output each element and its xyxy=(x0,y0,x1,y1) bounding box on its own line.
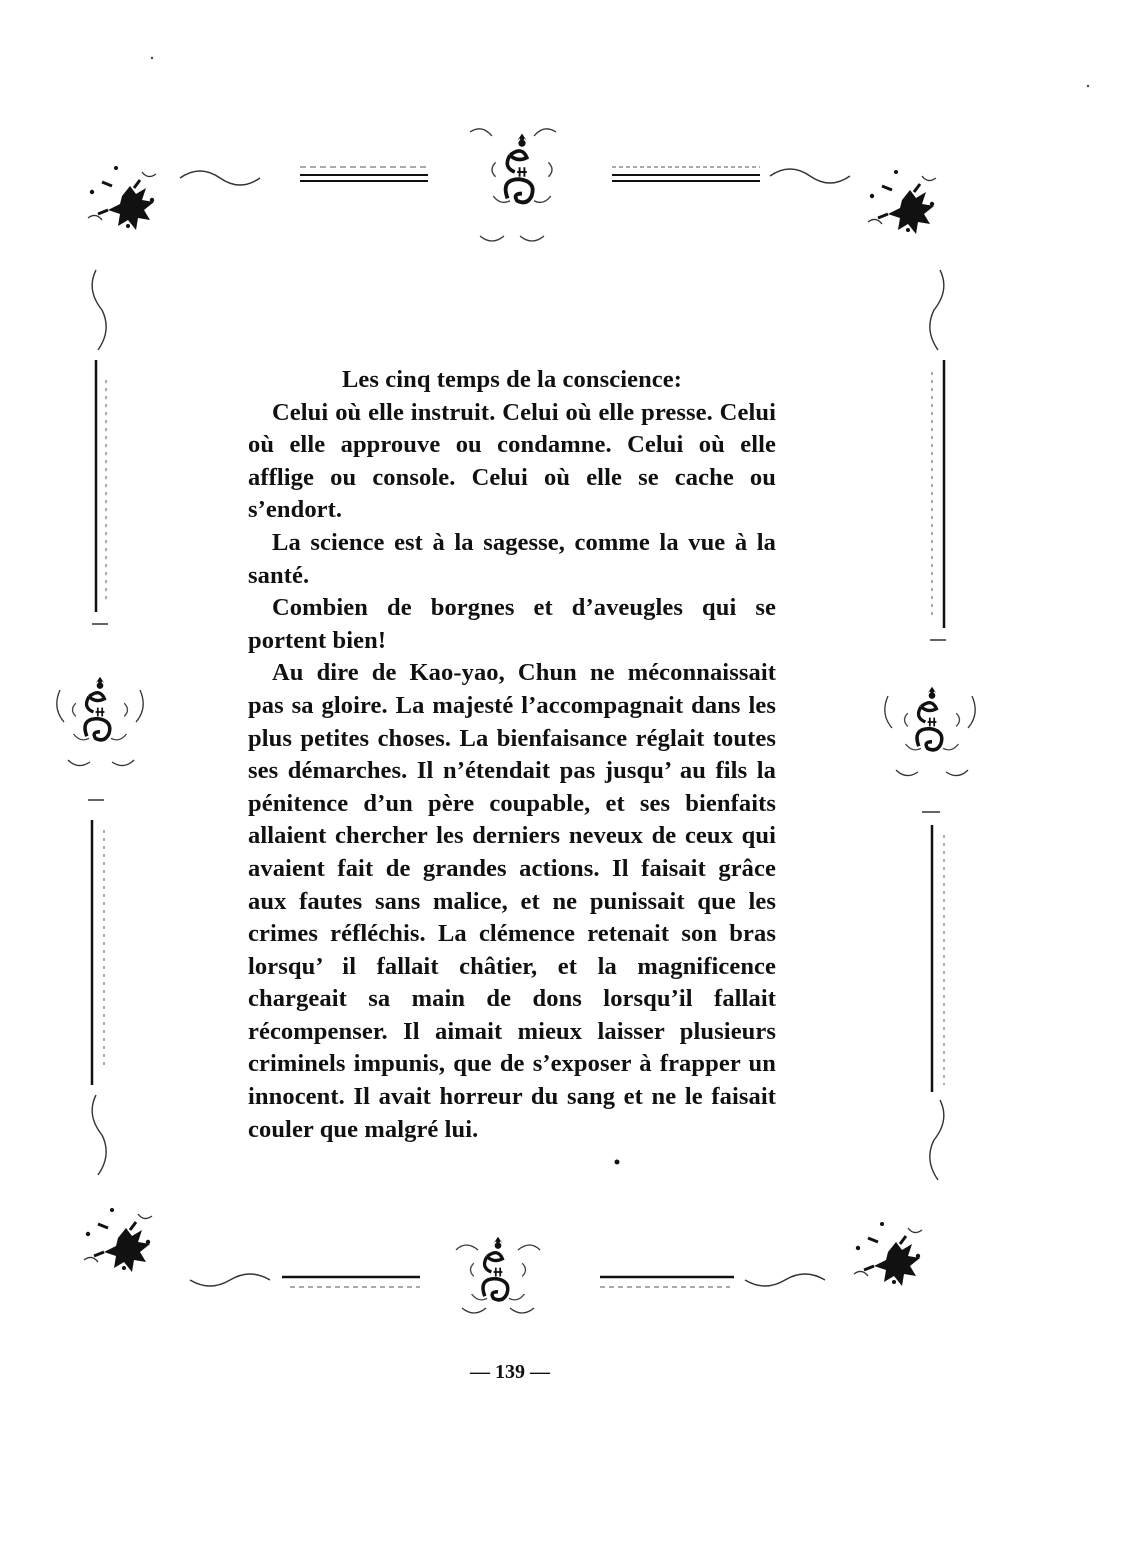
paragraph-3: Combien de borgnes et d’aveugles qui se portent bien! xyxy=(248,594,776,654)
corner-ornament-top-left xyxy=(88,166,156,230)
ink-speck xyxy=(151,57,153,59)
ink-speck xyxy=(615,1160,620,1165)
section-title: Les cinq temps de la conscience: xyxy=(341,366,683,393)
monogram-right-icon xyxy=(905,687,960,750)
paragraph-2: La science est à la sagesse, comme la vue à la santé. xyxy=(248,528,776,589)
page-number: — 139 — xyxy=(470,1361,550,1383)
paragraph-4: Au dire de Kao-yao, Chun ne méconnaissait pas sa gloire. La majesté l’accompagnait dans les plus petites choses. La bienfaisance réglait toutes ses démarches. Il n’étendait pas jusqu’ au fils la pénitence d’un père coupable, et ses bienfaits allaient chercher les derniers neveux de ceux qui avaient fait de grandes actions. Il faisait grâce aux fautes sans malice, et ne punissait que les crimes réfléchis. La clémence retenait son bras lorsqu’ il fallait châtier, et la magnificence chargeait sa main de dons lorsqu’il fallait récompenser. Il aimait mieux laisser plusieurs criminels impunis, que de s’exposer à frapper un innocent. Il avait horreur du sang et ne le faisait couler que malgré lui. xyxy=(248,659,776,1143)
page-text xyxy=(248,364,776,1146)
corner-ornament-bottom-right xyxy=(854,1222,922,1286)
monogram-top-icon xyxy=(492,134,552,203)
top-rule xyxy=(180,167,850,185)
ink-speck xyxy=(1087,85,1089,87)
corner-ornament-top-right xyxy=(868,170,936,234)
monogram-bottom-icon xyxy=(471,1237,526,1300)
corner-ornament-bottom-left xyxy=(84,1208,152,1272)
paragraph-1: Celui où elle instruit. Celui où elle presse. Celui où elle approuve ou condamne. Celui où elle afflige ou console. Celui où elle se cache ou s’endort. xyxy=(248,398,776,524)
monogram-left-icon xyxy=(73,677,128,740)
